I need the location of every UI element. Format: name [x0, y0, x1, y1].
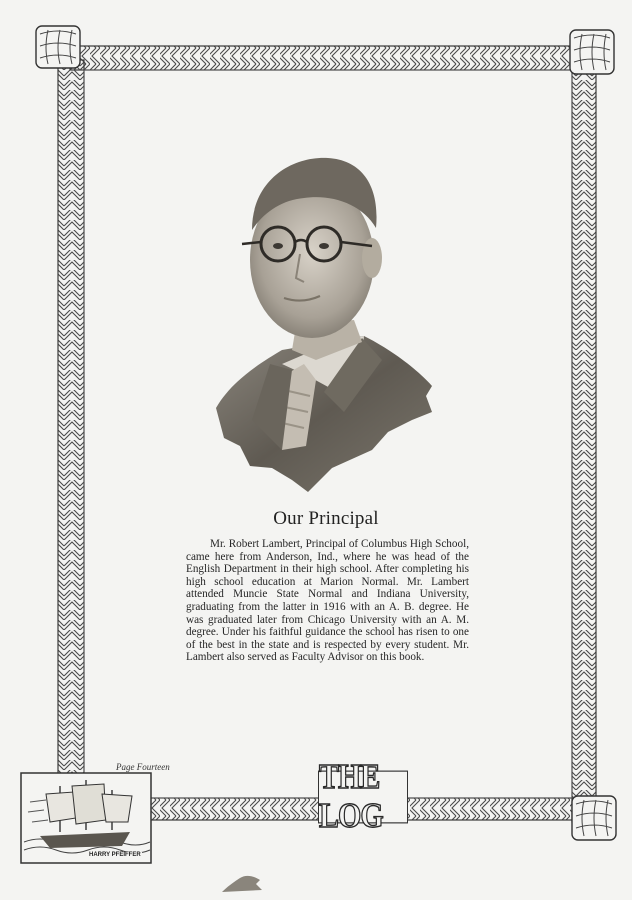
principal-portrait	[212, 150, 434, 500]
article-title: Our Principal	[273, 508, 379, 529]
artist-signature: HARRY PFEIFFER	[89, 852, 141, 858]
article-body: Mr. Robert Lambert, Principal of Columbus High School, came here from Anderson, Ind., where he was head of the English Department in their high school. After completing his high school education at Marion Normal. Mr. Lambert attended Muncie State Normal and Indiana University, graduating from the latter in 1916 with an A. B. degree. He was graduated later from Chicago University with an A. M. degree. Under his faithful guidance the school has risen to one of the best in the state and is respected by every student. Mr. Lambert also served as Faculty Advisor on this book.	[186, 538, 469, 664]
page-number: Page Fourteen	[116, 762, 170, 772]
ink-blot-icon	[220, 872, 264, 894]
the-log-logo: THE LOG	[318, 771, 408, 824]
sailing-ship-icon	[20, 772, 152, 864]
